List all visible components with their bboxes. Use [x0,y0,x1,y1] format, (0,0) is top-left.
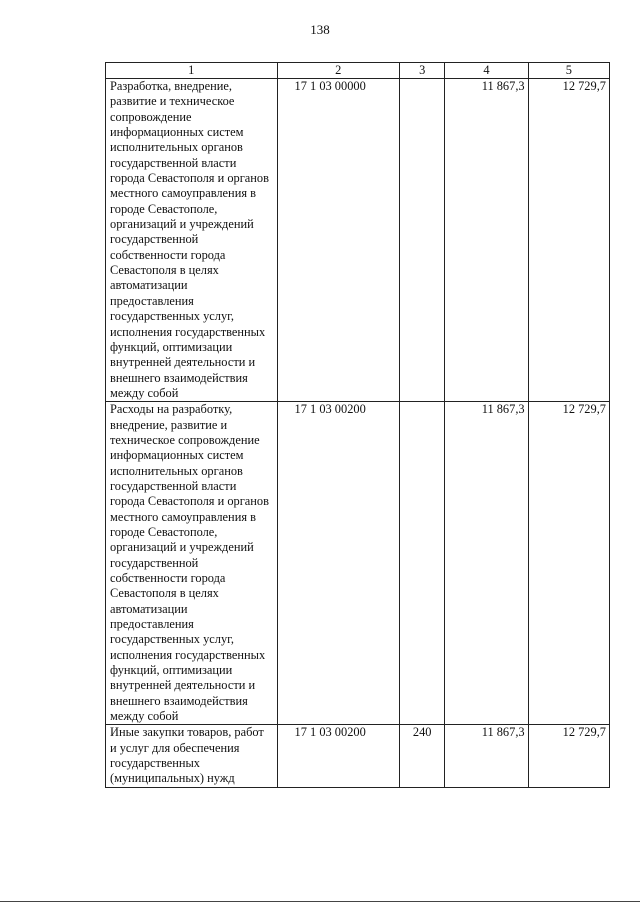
row-code: 17 1 03 00200 [277,725,399,787]
page-number: 138 [310,22,330,37]
row-value-1: 11 867,3 [445,79,528,402]
header-col-3: 3 [399,63,444,79]
row-type: 240 [399,725,444,787]
header-col-2: 2 [277,63,399,79]
scan-edge-line [0,901,640,902]
row-value-1: 11 867,3 [445,402,528,725]
row-type [399,79,444,402]
row-value-1: 11 867,3 [445,725,528,787]
row-value-2: 12 729,7 [528,79,609,402]
table-row [106,725,610,787]
row-code: 17 1 03 00200 [277,402,399,725]
row-type [399,402,444,725]
row-value-2: 12 729,7 [528,402,609,725]
header-col-4: 4 [445,63,528,79]
row-name: Иные закупки товаров, работ и услуг для обеспечения государственных (муниципальных) нужд [106,725,278,787]
row-value-2: 12 729,7 [528,725,609,787]
row-name: Разработка, внедрение, развитие и техническое сопровождение информационных систем исполнительных органов государственной власти города Севастополя и органов местного самоуправления в городе Севастополе, организаций и учреждений государственной собственности города Севастополя в целях автоматизации предоставления государственных услуг, исполнения государственных функций, оптимизации внутренней деятельности и внешнего взаимодействия между собой [106,79,278,402]
row-name: Расходы на разработку, внедрение, развитие и техническое сопровождение информационных систем исполнительных органов государственной власти города Севастополя и органов местного самоуправления в городе Севастополе, организаций и учреждений государственной собственности города Севастополя в целях автоматизации предоставления государственных услуг, исполнения государственных функций, оптимизации внутренней деятельности и внешнего взаимодействия между собой [106,402,278,725]
header-col-5: 5 [528,63,609,79]
table-header-row [106,63,610,79]
header-col-1: 1 [106,63,278,79]
budget-table [105,62,610,788]
table-row [106,79,610,402]
row-code: 17 1 03 00000 [277,79,399,402]
table-row [106,402,610,725]
